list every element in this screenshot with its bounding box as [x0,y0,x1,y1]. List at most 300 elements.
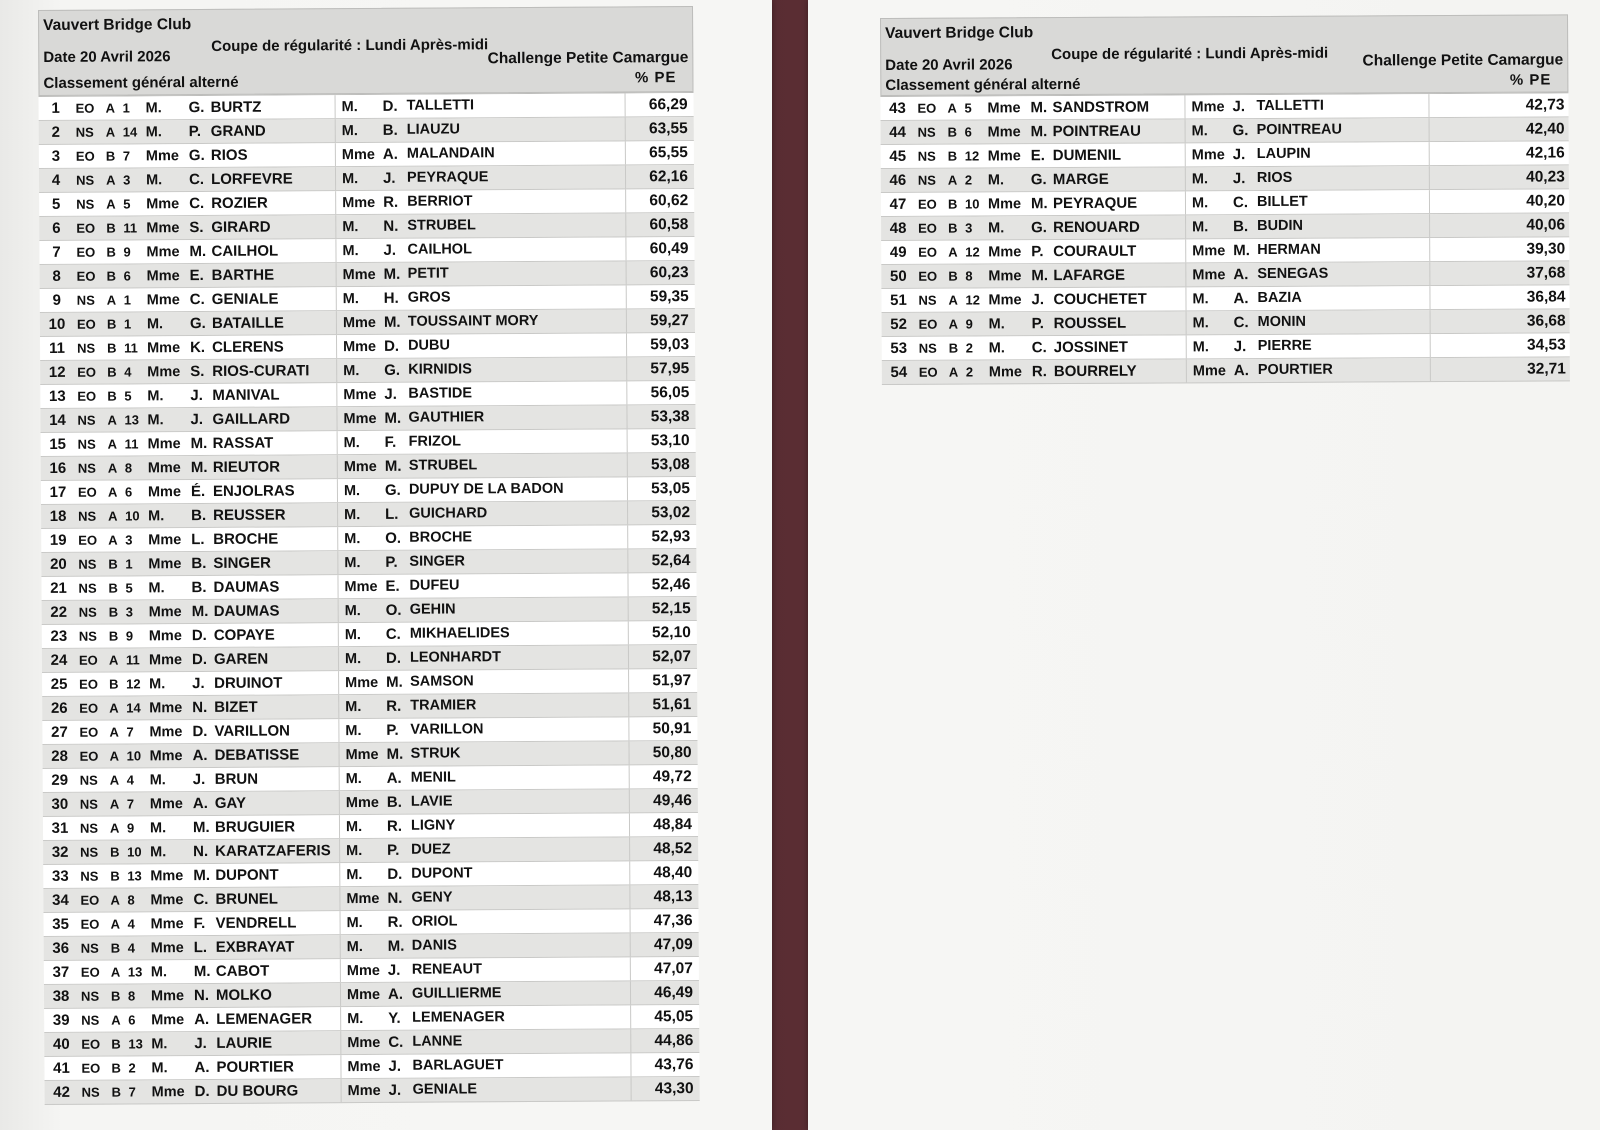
section-cell: B [108,604,119,620]
player1-name-cell: BATAILLE [209,311,337,335]
score-percent-cell: 50,91 [652,719,692,737]
section-cell: A [948,316,959,332]
player1-initial-cell: F. [193,914,206,933]
player2-initial-cell: D. [387,865,403,883]
player2-title-cell: Mme [343,458,377,475]
section-cell: A [947,100,957,116]
player2-name-cell: STRUK [407,741,629,765]
left-results-document [38,6,700,1105]
player2-title-cell: Mme [347,1082,381,1099]
rank-cell: 3 [51,147,61,165]
player2-title-cell: Mme [346,890,380,907]
player2-name-cell: STRUBEL [406,453,628,477]
player2-initial-cell: M. [386,745,404,763]
player2-initial-cell: M. [384,457,402,475]
player2-name-cell: LIGNY [408,813,630,837]
player1-name-cell: POINTREAU [1050,119,1186,143]
player2-initial-cell: G. [384,361,401,379]
player1-name-cell: MOLKO [213,983,341,1007]
player2-initial-cell: A. [382,145,398,163]
player2-name-cell: DUFEU [406,573,628,597]
player2-initial-cell: G. [1232,122,1249,140]
section-cell: A [108,508,118,524]
score-percent-cell: 37,68 [1526,263,1566,282]
rank-cell: 34 [52,891,69,909]
player1-name-cell: LAURIE [213,1031,341,1055]
player2-title-cell: M. [1191,194,1209,211]
player2-initial-cell: J. [1232,98,1246,116]
score-percent-cell: 42,73 [1525,95,1565,114]
score-percent-cell: 59,03 [650,335,690,353]
right-results-document [880,14,1570,385]
player1-title-cell: Mme [988,243,1022,260]
player2-name-cell: HERMAN [1254,238,1430,262]
score-percent-cell: 39,30 [1526,239,1566,258]
player2-title-cell: M. [343,434,360,451]
rank-cell: 46 [889,171,907,189]
section-cell: A [109,700,119,716]
player1-initial-cell: D. [194,1082,210,1101]
section-cell: B [107,340,117,356]
table-row [882,357,1570,385]
score-percent-cell: 59,35 [649,287,689,305]
player1-initial-cell: M. [189,242,207,261]
rank-cell: 19 [49,531,67,549]
direction-cell: EO [80,892,100,908]
score-percent-cell: 53,08 [650,455,690,473]
direction-cell: NS [78,556,97,572]
section-cell: A [110,964,121,980]
rank-cell: 9 [52,291,61,309]
player2-title-cell: M. [346,914,363,931]
player2-name-cell: POINTREAU [1254,118,1430,142]
section-cell: A [107,460,118,476]
score-percent-cell: 44,86 [654,1031,694,1049]
table-number-cell: 7 [128,1084,136,1100]
rank-cell: 48 [889,219,907,237]
rank-cell: 24 [50,651,68,669]
section-cell: A [948,364,959,380]
player2-name-cell: BARLAGUET [409,1053,631,1077]
player1-title-cell: Mme [150,939,184,956]
direction-cell: EO [918,364,938,380]
percent-pe-header: % PE [1509,71,1552,89]
player1-initial-cell: S. [190,362,205,381]
player2-initial-cell: M. [386,673,403,691]
player2-name-cell: LEMENAGER [409,1005,631,1029]
table-number-cell: 4 [127,940,136,956]
rank-cell: 36 [52,939,70,957]
direction-cell: NS [917,124,936,140]
section-cell: A [109,748,119,764]
score-percent-cell: 48,84 [653,815,693,833]
player2-initial-cell: A. [1233,362,1249,380]
table-number-cell: 6 [128,1012,136,1028]
player1-name-cell: JOSSINET [1051,335,1187,359]
rank-cell: 12 [48,363,66,381]
table-row [882,309,1570,337]
score-percent-cell: 63,55 [648,119,688,137]
direction-cell: NS [77,460,96,476]
player1-initial-cell: S. [189,218,204,237]
rank-cell: 5 [51,195,61,213]
player2-title-cell: Mme [344,578,378,595]
player1-name-cell: CAILHOL [208,239,336,263]
direction-cell: NS [77,436,96,452]
rank-cell: 49 [889,243,907,261]
table-row [881,117,1569,145]
table-row [882,333,1570,361]
player1-initial-cell: M. [192,818,210,837]
table-number-cell: 13 [128,1036,143,1052]
player2-title-cell: Mme [347,1058,381,1075]
player2-name-cell: DANIS [409,933,631,957]
player1-name-cell: SANDSTROM [1049,95,1185,119]
player1-name-cell: BIZET [211,695,339,719]
player1-title-cell: Mme [148,627,182,644]
section-cell: B [947,196,958,212]
player1-title-cell: M. [151,1035,168,1052]
player1-name-cell: DU BOURG [214,1079,342,1103]
table-number-cell: 1 [122,100,130,116]
cup-title: Coupe de régularité : Lundi Après-midi [211,36,489,55]
section-cell: B [948,340,959,356]
rank-cell: 30 [51,795,69,813]
table-number-cell: 11 [124,340,138,356]
score-percent-cell: 43,76 [654,1055,694,1073]
player2-initial-cell: P. [387,841,400,859]
direction-cell: NS [80,988,100,1004]
direction-cell: EO [79,676,98,692]
rank-cell: 33 [51,867,69,885]
direction-cell: NS [76,196,95,212]
player2-initial-cell: D. [385,649,402,667]
direction-cell: NS [918,340,937,356]
direction-cell: EO [918,268,938,284]
player1-name-cell: BRUNEL [212,887,340,911]
player2-title-cell: M. [342,290,359,307]
player1-name-cell: EXBRAYAT [213,935,341,959]
score-percent-cell: 56,05 [650,383,690,401]
rank-cell: 39 [52,1011,70,1029]
table-number-cell: 8 [127,892,135,908]
direction-cell: NS [917,148,936,164]
player2-title-cell: M. [1191,170,1208,187]
table-number-cell: 2 [965,364,974,380]
table-number-cell: 9 [965,316,973,332]
rank-cell: 7 [52,243,61,261]
player2-title-cell: M. [344,554,361,571]
player1-title-cell: Mme [148,651,183,668]
rank-cell: 11 [49,339,66,357]
player2-name-cell: POURTIER [1255,358,1431,382]
table-number-cell: 3 [965,220,973,236]
player1-title-cell: Mme [146,267,180,284]
section-cell: B [111,1060,121,1076]
player2-initial-cell: H. [383,289,399,307]
player1-initial-cell: N. [192,698,208,717]
section-cell: B [107,364,117,380]
rank-cell: 35 [52,915,69,933]
ranking-title: Classement général alterné [885,75,1081,94]
player2-title-cell: M. [343,362,360,379]
player2-name-cell: LEONHARDT [407,645,629,669]
player1-initial-cell: J. [192,674,205,693]
results-header [38,6,694,96]
player2-title-cell: Mme [1192,362,1226,379]
player2-title-cell: M. [347,1010,364,1027]
player1-title-cell: M. [149,819,167,836]
challenge-name: Challenge Petite Camargue [487,49,689,68]
player1-title-cell: Mme [987,99,1021,116]
table-number-cell: 9 [123,244,131,260]
player1-name-cell: CABOT [213,959,341,983]
player1-title-cell: Mme [147,363,181,380]
section-cell: A [109,796,120,812]
player2-title-cell: Mme [341,146,375,163]
direction-cell: NS [80,868,99,884]
score-percent-cell: 62,16 [649,167,689,185]
rank-cell: 32 [51,843,69,861]
player1-initial-cell: É. [190,482,206,501]
player2-initial-cell: J. [388,1057,402,1075]
player2-title-cell: M. [344,650,362,667]
score-percent-cell: 40,23 [1525,167,1565,186]
table-number-cell: 7 [126,724,134,740]
table-row [881,261,1569,289]
direction-cell: NS [79,820,99,836]
table-number-cell: 4 [127,916,135,932]
player1-initial-cell: E. [189,266,204,285]
table-number-cell: 5 [964,100,972,116]
direction-cell: EO [76,220,96,236]
direction-cell: EO [76,268,96,284]
section-cell: B [108,628,119,644]
score-percent-cell: 40,06 [1526,215,1566,234]
rank-cell: 10 [48,315,66,333]
player2-title-cell: M. [341,170,359,187]
player1-title-cell: Mme [150,987,185,1004]
section-cell: B [111,1036,121,1052]
player1-title-cell: Mme [150,891,184,908]
player1-title-cell: Mme [147,339,181,356]
rank-cell: 52 [890,315,907,333]
player1-name-cell: GIRARD [208,215,336,239]
player2-name-cell: GENY [408,885,630,909]
player2-title-cell: Mme [343,338,377,355]
player2-initial-cell: J. [1232,170,1246,188]
rank-cell: 41 [53,1059,70,1077]
player1-name-cell: SINGER [210,551,338,575]
player2-title-cell: M. [345,818,363,835]
score-percent-cell: 49,72 [652,767,692,785]
player1-title-cell: Mme [988,291,1022,308]
section-cell: B [948,268,958,284]
table-number-cell: 12 [965,292,980,308]
score-percent-cell: 52,46 [651,575,691,593]
direction-cell: EO [76,244,96,260]
player1-title-cell: Mme [146,219,180,236]
player2-initial-cell: D. [384,337,400,355]
table-row [881,165,1569,193]
score-percent-cell: 60,23 [649,263,689,281]
player1-title-cell: M. [988,339,1005,356]
player1-initial-cell: L. [191,530,205,549]
player2-initial-cell: J. [384,385,397,403]
player2-title-cell: Mme [1191,98,1225,115]
section-cell: B [110,844,120,860]
player2-name-cell: GENIALE [410,1077,632,1101]
direction-cell: NS [75,172,95,188]
table-number-cell: 2 [965,340,974,356]
rank-cell: 28 [51,747,68,765]
player2-name-cell: SENEGAS [1254,262,1430,286]
player2-initial-cell: O. [385,601,402,619]
direction-cell: EO [79,700,99,716]
player1-initial-cell: D. [191,650,208,669]
rank-cell: 44 [889,123,906,141]
player2-initial-cell: M. [383,313,401,331]
section-cell: B [106,316,117,332]
table-number-cell: 6 [123,268,131,284]
player1-title-cell: Mme [147,483,182,500]
player2-initial-cell: R. [386,697,402,715]
section-cell: A [109,724,119,740]
player2-title-cell: M. [1192,314,1209,331]
direction-cell: NS [80,844,99,860]
table-number-cell: 6 [964,124,972,140]
player1-name-cell: KARATZAFERIS [212,839,340,863]
table-number-cell: 4 [124,364,132,380]
table-number-cell: 1 [123,292,132,308]
player1-initial-cell: G. [1030,171,1047,189]
player2-title-cell: M. [1192,290,1209,307]
table-row [881,237,1569,265]
player2-initial-cell: N. [387,889,403,907]
player1-name-cell: COURAULT [1050,239,1186,263]
section-cell: A [948,244,958,260]
score-percent-cell: 47,36 [653,911,693,929]
direction-cell: NS [79,796,98,812]
direction-cell: EO [77,364,97,380]
player2-title-cell: Mme [1191,146,1225,163]
player1-title-cell: Mme [987,123,1021,140]
cup-title: Coupe de régularité : Lundi Après-midi [1051,44,1329,64]
player1-name-cell: MANIVAL [209,383,337,407]
player2-name-cell: MALANDAIN [404,141,626,165]
section-cell: B [948,220,958,236]
rank-cell: 22 [50,603,68,621]
rank-cell: 54 [890,363,908,381]
player1-title-cell: M. [987,171,1005,188]
player2-initial-cell: M. [383,265,401,283]
section-cell: B [107,388,117,404]
player1-name-cell: LAFARGE [1050,263,1186,287]
rank-cell: 40 [52,1035,70,1053]
table-number-cell: 13 [127,868,142,884]
score-percent-cell: 42,40 [1525,119,1565,138]
section-cell: A [948,292,958,308]
player2-name-cell: MENIL [408,765,630,789]
score-percent-cell: 53,38 [650,407,690,425]
section-cell: A [947,172,958,188]
player1-title-cell: M. [149,771,166,788]
player1-initial-cell: G. [188,146,205,165]
player2-initial-cell: D. [382,97,398,115]
player2-name-cell: TRAMIER [407,693,629,717]
player2-name-cell: GUICHARD [406,501,628,525]
direction-cell: EO [81,1060,101,1076]
score-percent-cell: 49,46 [652,791,692,809]
score-percent-cell: 66,29 [648,95,688,113]
player2-title-cell: M. [344,602,361,619]
player1-initial-cell: B. [191,506,207,525]
player1-name-cell: ROZIER [208,191,336,215]
table-number-cell: 8 [965,268,973,284]
player2-name-cell: BASTIDE [405,381,627,405]
section-cell: A [110,892,120,908]
direction-cell: EO [75,148,95,164]
direction-cell: NS [75,124,94,140]
player1-initial-cell: N. [193,986,210,1005]
player2-initial-cell: Y. [388,1009,401,1027]
player2-title-cell: Mme [347,1034,381,1051]
rank-cell: 18 [49,507,67,525]
section-cell: B [109,676,119,692]
player1-name-cell: DUPONT [212,863,340,887]
direction-cell: NS [80,940,99,956]
club-name: Vauvert Bridge Club [885,24,1034,42]
score-percent-cell: 59,27 [650,311,689,329]
player1-initial-cell: R. [1031,363,1047,381]
table-number-cell: 1 [125,556,133,572]
player2-title-cell: M. [345,722,362,739]
section-cell: A [107,412,117,428]
table-number-cell: 11 [123,220,138,236]
player2-title-cell: M. [342,218,359,235]
score-percent-cell: 36,68 [1526,311,1566,330]
player1-title-cell: M. [145,123,162,140]
player2-name-cell: ORIOL [409,909,631,933]
section-cell: B [105,148,116,164]
section-cell: A [105,124,116,140]
rank-cell: 47 [889,195,907,213]
player1-name-cell: BARTHE [209,263,337,287]
player2-initial-cell: A. [1233,266,1249,284]
results-header [880,14,1568,96]
player1-initial-cell: P. [188,123,202,141]
player2-title-cell: Mme [346,962,380,979]
section-cell: B [111,1084,122,1100]
score-percent-cell: 53,10 [650,431,690,449]
player1-title-cell: Mme [151,1011,185,1028]
direction-cell: EO [77,484,97,500]
table-number-cell: 14 [122,124,138,140]
player2-initial-cell: R. [386,817,403,835]
player2-name-cell: GROS [405,285,627,309]
rank-cell: 1 [51,99,60,117]
player2-title-cell: M. [344,626,361,643]
rank-cell: 23 [50,627,68,645]
player1-initial-cell: J. [194,1034,207,1053]
player2-initial-cell: C. [1232,194,1249,212]
rank-cell: 42 [53,1083,71,1101]
player2-title-cell: M. [346,866,363,883]
player1-initial-cell: P. [1031,243,1044,261]
direction-cell: NS [76,292,95,308]
player2-initial-cell: C. [1233,314,1249,332]
table-number-cell: 13 [124,412,140,428]
